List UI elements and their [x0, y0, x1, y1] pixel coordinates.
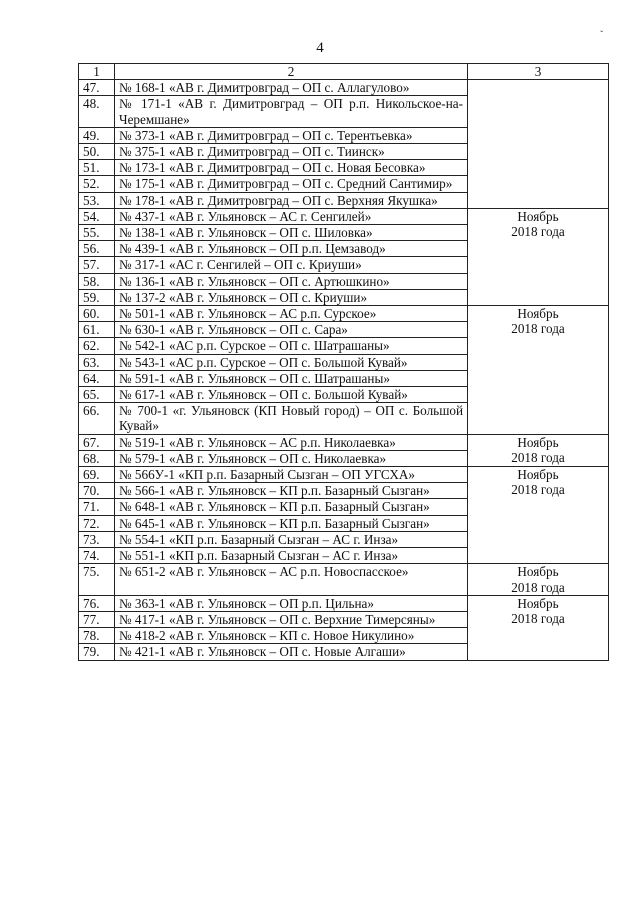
date-year: 2018 года: [511, 449, 565, 465]
date-cell: [468, 595, 609, 660]
row-number: 61.: [79, 322, 115, 338]
route-cell: № 554-1 «КП р.п. Базарный Сызган – АС г. Инза»: [115, 531, 468, 547]
route-cell: № 501-1 «АВ г. Ульяновск – АС р.п. Сурское»: [115, 306, 468, 322]
table-row: [79, 467, 609, 483]
row-number: 56.: [79, 241, 115, 257]
row-number: 71.: [79, 499, 115, 515]
route-cell: № 317-1 «АС г. Сенгилей – ОП с. Криуши»: [115, 257, 468, 273]
route-cell: № 579-1 «АВ г. Ульяновск – ОП с. Николаевка»: [115, 450, 468, 466]
row-number: 69.: [79, 467, 115, 483]
route-cell: № 136-1 «АВ г. Ульяновск – ОП с. Артюшкино»: [115, 273, 468, 289]
date-cell: [468, 467, 609, 564]
date-cell: [468, 564, 609, 595]
date-month: Ноябрь: [517, 467, 559, 483]
date-cell-empty: [468, 80, 609, 209]
page-number: 4: [316, 40, 324, 56]
date-cell: [468, 306, 609, 435]
row-number: 74.: [79, 548, 115, 564]
route-cell: № 543-1 «АС р.п. Сурское – ОП с. Большой Кувай»: [115, 354, 468, 370]
date-month: Ноябрь: [517, 595, 559, 611]
row-number: 78.: [79, 628, 115, 644]
route-cell: № 171-1 «АВ г. Димитровград – ОП р.п. Никольское-на-Черемшане»: [115, 96, 468, 127]
header-col-2: 2: [115, 64, 468, 80]
route-cell: № 651-2 «АВ г. Ульяновск – АС р.п. Новоспасское»: [115, 564, 468, 595]
route-cell: № 173-1 «АВ г. Димитровград – ОП с. Новая Бесовка»: [115, 160, 468, 176]
date-month: Ноябрь: [517, 306, 559, 322]
table-row: [79, 208, 609, 224]
row-number: 66.: [79, 403, 115, 434]
row-number: 58.: [79, 273, 115, 289]
row-number: 54.: [79, 208, 115, 224]
date-year: 2018 года: [511, 579, 565, 595]
row-number: 57.: [79, 257, 115, 273]
row-number: 50.: [79, 144, 115, 160]
corner-mark: ˇ: [600, 30, 604, 41]
row-number: 79.: [79, 644, 115, 660]
table-row: [79, 80, 609, 96]
route-cell: № 418-2 «АВ г. Ульяновск – КП с. Новое Никулино»: [115, 628, 468, 644]
row-number: 75.: [79, 564, 115, 595]
route-cell: № 630-1 «АВ г. Ульяновск – ОП с. Сара»: [115, 322, 468, 338]
date-cell: [468, 434, 609, 466]
header-col-3: 3: [468, 64, 609, 80]
route-cell: № 551-1 «КП р.п. Базарный Сызган – АС г. Инза»: [115, 548, 468, 564]
route-cell: № 591-1 «АВ г. Ульяновск – ОП с. Шатрашаны»: [115, 370, 468, 386]
row-number: 60.: [79, 306, 115, 322]
route-cell: № 648-1 «АВ г. Ульяновск – КП р.п. Базарный Сызган»: [115, 499, 468, 515]
route-cell: № 566-1 «АВ г. Ульяновск – КП р.п. Базарный Сызган»: [115, 483, 468, 499]
route-cell: № 542-1 «АС р.п. Сурское – ОП с. Шатрашаны»: [115, 338, 468, 354]
row-number: 59.: [79, 289, 115, 305]
row-number: 52.: [79, 176, 115, 192]
route-cell: № 138-1 «АВ г. Ульяновск – ОП с. Шиловка»: [115, 225, 468, 241]
row-number: 55.: [79, 225, 115, 241]
row-number: 68.: [79, 450, 115, 466]
row-number: 51.: [79, 160, 115, 176]
date-month: Ноябрь: [517, 208, 559, 224]
route-cell: № 645-1 «АВ г. Ульяновск – КП р.п. Базарный Сызган»: [115, 515, 468, 531]
row-number: 48.: [79, 96, 115, 127]
route-cell: № 437-1 «АВ г. Ульяновск – АС г. Сенгилей»: [115, 208, 468, 224]
date-year: 2018 года: [511, 610, 565, 626]
row-number: 47.: [79, 80, 115, 96]
row-number: 67.: [79, 434, 115, 450]
date-cell: [468, 208, 609, 305]
row-number: 77.: [79, 611, 115, 627]
row-number: 72.: [79, 515, 115, 531]
route-cell: № 175-1 «АВ г. Димитровград – ОП с. Средний Сантимир»: [115, 176, 468, 192]
route-cell: № 421-1 «АВ г. Ульяновск – ОП с. Новые Алгаши»: [115, 644, 468, 660]
route-cell: № 417-1 «АВ г. Ульяновск – ОП с. Верхние Тимерсяны»: [115, 611, 468, 627]
table-row: [79, 595, 609, 611]
row-number: 53.: [79, 192, 115, 208]
table-row: [79, 564, 609, 595]
route-cell: № 566У-1 «КП р.п. Базарный Сызган – ОП УГСХА»: [115, 467, 468, 483]
route-cell: № 168-1 «АВ г. Димитровград – ОП с. Аллагулово»: [115, 80, 468, 96]
route-cell: № 439-1 «АВ г. Ульяновск – ОП р.п. Цемзавод»: [115, 241, 468, 257]
route-cell: № 137-2 «АВ г. Ульяновск – ОП с. Криуши»: [115, 289, 468, 305]
table-row: [79, 434, 609, 450]
table-row: [79, 306, 609, 322]
row-number: 49.: [79, 127, 115, 143]
route-cell: № 700-1 «г. Ульяновск (КП Новый город) – ОП с. Большой Кувай»: [115, 403, 468, 434]
row-number: 62.: [79, 338, 115, 354]
table-header-row: [79, 64, 609, 80]
route-cell: № 519-1 «АВ г. Ульяновск – АС р.п. Николаевка»: [115, 434, 468, 450]
row-number: 65.: [79, 387, 115, 403]
row-number: 64.: [79, 370, 115, 386]
row-number: 73.: [79, 531, 115, 547]
date-month: Ноябрь: [517, 434, 559, 450]
row-number: 70.: [79, 483, 115, 499]
route-cell: № 375-1 «АВ г. Димитровград – ОП с. Тиинск»: [115, 144, 468, 160]
route-cell: № 617-1 «АВ г. Ульяновск – ОП с. Большой Кувай»: [115, 387, 468, 403]
route-cell: № 363-1 «АВ г. Ульяновск – ОП р.п. Цильна»: [115, 595, 468, 611]
date-year: 2018 года: [511, 482, 565, 498]
route-cell: № 178-1 «АВ г. Димитровград – ОП с. Верхняя Якушка»: [115, 192, 468, 208]
date-year: 2018 года: [511, 321, 565, 337]
route-cell: № 373-1 «АВ г. Димитровград – ОП с. Терентьевка»: [115, 127, 468, 143]
date-month: Ноябрь: [517, 564, 559, 580]
row-number: 63.: [79, 354, 115, 370]
header-col-1: 1: [79, 64, 115, 80]
routes-table: [78, 63, 609, 661]
row-number: 76.: [79, 595, 115, 611]
date-year: 2018 года: [511, 224, 565, 240]
